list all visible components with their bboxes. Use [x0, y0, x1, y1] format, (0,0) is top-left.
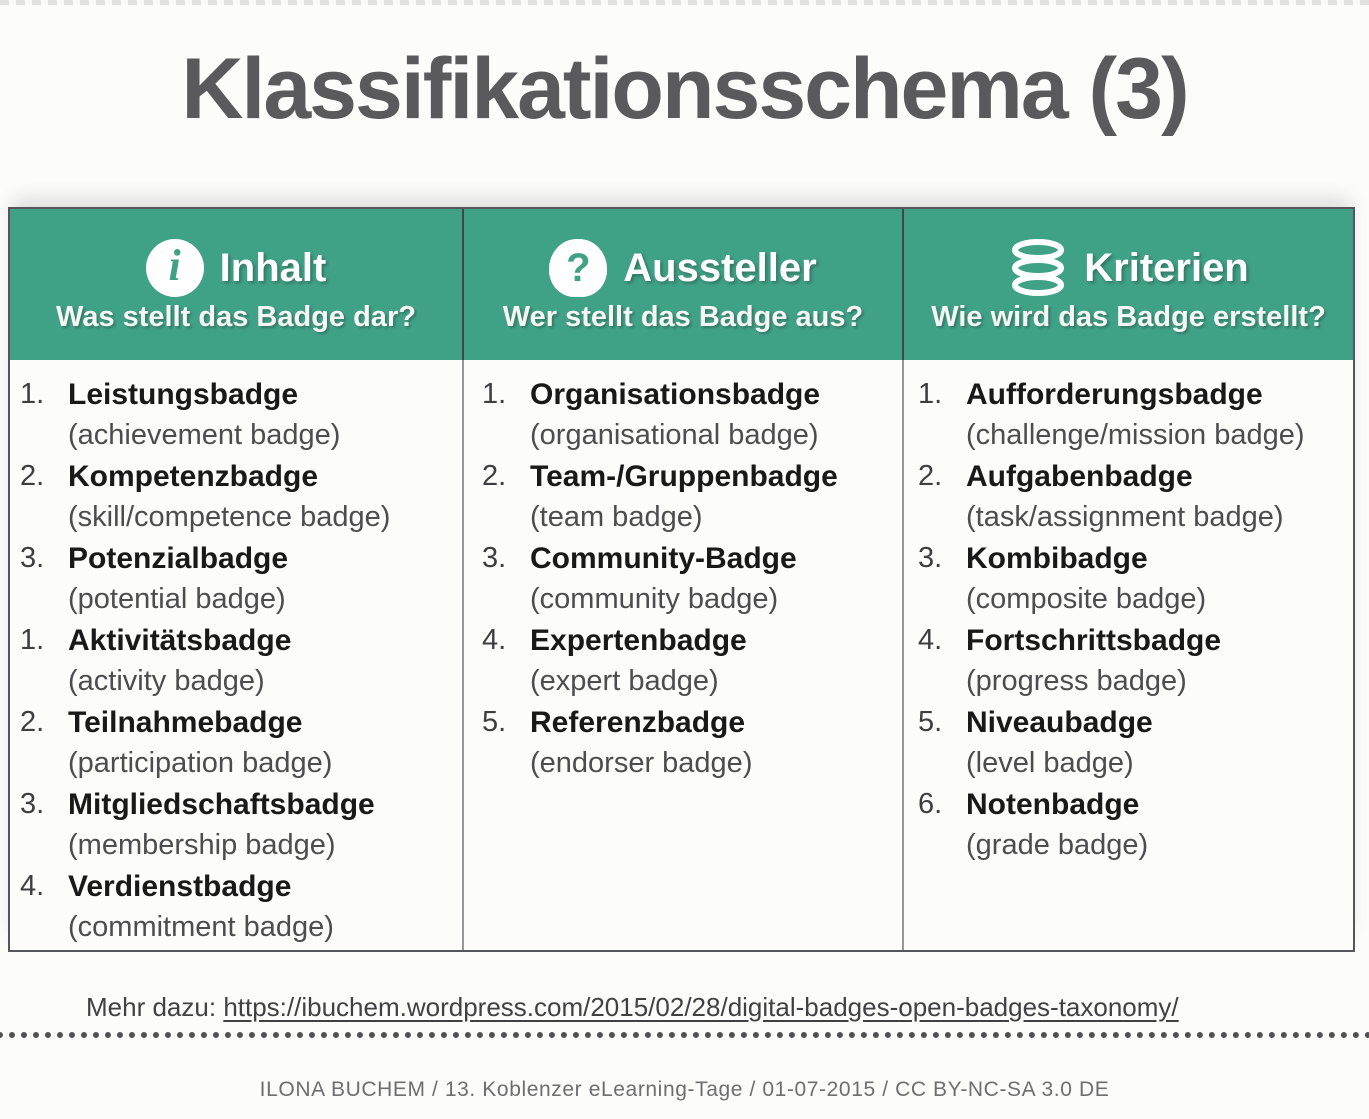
more-info-line: [86, 992, 1179, 1023]
column-heading: Inhalt: [219, 245, 327, 290]
list-item: [482, 538, 896, 620]
header-cell-inhalt: [10, 209, 462, 360]
item-number: 1.: [20, 378, 45, 410]
badge-term: Fortschrittsbadge: [966, 624, 1222, 657]
badge-term: Aufgabenbadge: [966, 460, 1193, 493]
list-item: [20, 702, 456, 784]
badge-term: Community-Badge: [530, 542, 797, 575]
page-title: Klassifikationsschema (3): [181, 41, 1188, 137]
item-number: 5.: [482, 706, 507, 738]
item-number: 1.: [482, 378, 507, 410]
column-subheading: Wer stellt das Badge aus?: [502, 301, 864, 333]
list-item: [918, 456, 1347, 538]
badge-term: Aktivitätsbadge: [68, 624, 292, 657]
badge-translation: (endorser badge): [530, 747, 753, 779]
badge-translation: (composite badge): [966, 583, 1207, 615]
dotted-separator: [0, 1032, 1369, 1038]
item-number: 1.: [20, 624, 45, 656]
info-icon: i: [146, 239, 204, 297]
badge-translation: (task/assignment badge): [966, 501, 1284, 533]
taxonomy-link[interactable]: https://ibuchem.wordpress.com/2015/02/28/digital-badges-open-badges-taxonomy/: [223, 992, 1179, 1022]
badge-term: Kompetenzbadge: [68, 460, 319, 493]
question-icon: ?: [549, 239, 607, 297]
badge-list-inhalt: [20, 374, 456, 948]
more-info-label: Mehr dazu:: [86, 992, 217, 1022]
item-number: 5.: [918, 706, 943, 738]
badge-translation: (skill/competence badge): [68, 501, 391, 533]
item-number: 3.: [20, 542, 45, 574]
badge-translation: (progress badge): [966, 665, 1187, 697]
item-number: 2.: [482, 460, 507, 492]
badge-term: Referenzbadge: [530, 706, 746, 739]
list-item: [20, 784, 456, 866]
list-item: [20, 620, 456, 702]
badge-translation: (participation badge): [68, 747, 333, 779]
item-number: 1.: [918, 378, 943, 410]
list-item: [20, 456, 456, 538]
badge-term: Aufforderungsbadge: [966, 378, 1263, 411]
badge-list-aussteller: [482, 374, 896, 784]
list-item: [482, 620, 896, 702]
badge-translation: (grade badge): [966, 829, 1149, 861]
column-subheading: Was stellt das Badge dar?: [56, 301, 416, 333]
item-number: 2.: [20, 706, 45, 738]
item-number: 4.: [918, 624, 943, 656]
list-item: [918, 620, 1347, 702]
item-number: 4.: [20, 870, 45, 902]
table-header-row: [10, 209, 1353, 360]
item-number: 6.: [918, 788, 943, 820]
badge-translation: (challenge/mission badge): [966, 419, 1305, 451]
item-number: 3.: [918, 542, 943, 574]
badge-list-kriterien: [918, 374, 1347, 866]
badge-term: Potenzialbadge: [68, 542, 289, 575]
item-number: 3.: [20, 788, 45, 820]
table-body-row: [10, 360, 1353, 950]
item-number: 2.: [20, 460, 45, 492]
column-heading: Kriterien: [1084, 245, 1249, 290]
badge-translation: (achievement badge): [68, 419, 341, 451]
footer-credit: ILONA BUCHEM / 13. Koblenzer eLearning-Tage / 01-07-2015 / CC BY-NC-SA 3.0 DE: [259, 1078, 1110, 1101]
body-cell-kriterien: [902, 360, 1353, 950]
column-heading: Aussteller: [623, 245, 817, 290]
header-cell-kriterien: [902, 209, 1353, 360]
list-item: [918, 374, 1347, 456]
list-item: [918, 784, 1347, 866]
list-item: [20, 374, 456, 456]
list-item: [918, 702, 1347, 784]
badge-term: Niveaubadge: [966, 706, 1153, 739]
badge-term: Mitgliedschaftsbadge: [68, 788, 375, 821]
database-icon: [1008, 239, 1068, 297]
list-item: [482, 456, 896, 538]
badge-translation: (expert badge): [530, 665, 719, 697]
badge-translation: (commitment badge): [68, 911, 334, 943]
item-number: 2.: [918, 460, 943, 492]
badge-term: Teilnahmebadge: [68, 706, 303, 739]
badge-term: Team-/Gruppenbadge: [530, 460, 838, 493]
body-cell-inhalt: [10, 360, 462, 950]
badge-translation: (team badge): [530, 501, 703, 533]
badge-term: Leistungsbadge: [68, 378, 299, 411]
badge-translation: (level badge): [966, 747, 1134, 779]
list-item: [918, 538, 1347, 620]
badge-translation: (activity badge): [68, 665, 265, 697]
badge-term: Verdienstbadge: [68, 870, 292, 903]
badge-term: Expertenbadge: [530, 624, 747, 657]
list-item: [20, 866, 456, 948]
classification-table: [8, 207, 1355, 952]
item-number: 4.: [482, 624, 507, 656]
badge-term: Organisationsbadge: [530, 378, 821, 411]
list-item: [20, 538, 456, 620]
badge-translation: (potential badge): [68, 583, 286, 615]
body-cell-aussteller: [462, 360, 902, 950]
slide-top-edge-decoration: [0, 0, 1369, 5]
item-number: 3.: [482, 542, 507, 574]
header-cell-aussteller: [462, 209, 902, 360]
column-subheading: Wie wird das Badge erstellt?: [931, 301, 1326, 333]
list-item: [482, 374, 896, 456]
badge-term: Kombibadge: [966, 542, 1148, 575]
list-item: [482, 702, 896, 784]
badge-translation: (organisational badge): [530, 419, 819, 451]
badge-term: Notenbadge: [966, 788, 1140, 821]
badge-translation: (membership badge): [68, 829, 336, 861]
badge-translation: (community badge): [530, 583, 779, 615]
